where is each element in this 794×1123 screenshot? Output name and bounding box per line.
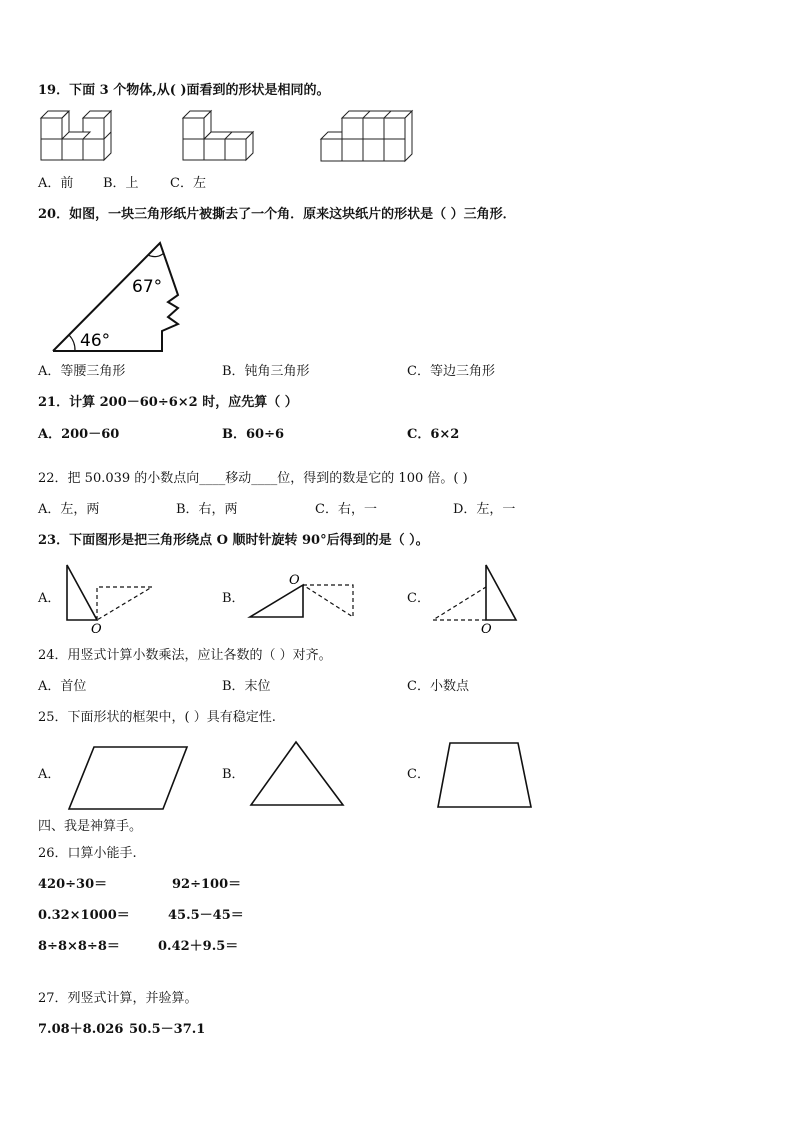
angle-67-label: 67° — [132, 277, 163, 297]
q20-option-a[interactable]: A．等腰三角形 — [38, 364, 126, 379]
q24-option-c[interactable]: C．小数点 — [407, 679, 469, 694]
q23-option-c[interactable]: C． — [407, 591, 430, 606]
q26-item-5: 8÷8×8÷8＝ — [38, 939, 120, 954]
q23-figure-a — [60, 562, 160, 637]
q23-a-point-o: O — [91, 622, 102, 637]
q22-option-c[interactable]: C．右，一 — [315, 502, 377, 517]
q22-option-a[interactable]: A．左，两 — [38, 502, 100, 517]
q23-option-a[interactable]: A． — [38, 591, 61, 606]
q27-stem: 27．列竖式计算，并验算。 — [38, 991, 198, 1006]
q20-stem: 20．如图，一块三角形纸片被撕去了一个角．原来这块纸片的形状是（ ）三角形． — [38, 207, 516, 222]
q19-option-c[interactable]: C．左 — [170, 176, 206, 191]
q24-option-b[interactable]: B．末位 — [222, 679, 271, 694]
q25-option-c[interactable]: C． — [407, 767, 430, 782]
q22-option-b[interactable]: B．右，两 — [176, 502, 238, 517]
q23-stem: 23．下面图形是把三角形绕点 O 顺时针旋转 90°后得到的是（ ）。 — [38, 533, 429, 548]
q23-c-point-o: O — [481, 622, 492, 637]
triangle-frame — [248, 739, 348, 809]
q26-stem: 26．口算小能手. — [38, 846, 137, 861]
q22-stem: 22．把 50.039 的小数点向____移动____位，得到的数是它的 100 倍。( ) — [38, 471, 468, 486]
q26-item-3: 0.32×1000＝ — [38, 908, 130, 923]
q27-item-1: 7.08＋8.026 — [38, 1022, 124, 1037]
q21-option-c[interactable]: C．6×2 — [407, 427, 460, 442]
q26-item-1: 420÷30＝ — [38, 877, 108, 892]
angle-46-label: 46° — [80, 331, 111, 351]
q26-item-4: 45.5－45＝ — [168, 908, 244, 923]
q27-item-2: 50.5－37.1 — [129, 1022, 206, 1037]
q21-option-a[interactable]: A．200－60 — [38, 427, 120, 442]
q25-option-b[interactable]: B． — [222, 767, 245, 782]
q25-stem: 25．下面形状的框架中，( ）具有稳定性. — [38, 710, 276, 725]
q25-option-a[interactable]: A． — [38, 767, 61, 782]
section-4-heading: 四、我是神算手。 — [38, 819, 143, 834]
cube-figure-2 — [180, 108, 260, 163]
parallelogram-frame — [66, 744, 191, 812]
q23-figure-c — [430, 562, 525, 637]
q19-option-a[interactable]: A．前 — [38, 176, 74, 191]
q24-stem: 24．用竖式计算小数乘法，应让各数的（ ）对齐。 — [38, 648, 332, 663]
q22-option-d[interactable]: D．左，一 — [453, 502, 516, 517]
q21-stem: 21．计算 200－60÷6×2 时，应先算（ ） — [38, 395, 298, 410]
q24-option-a[interactable]: A．首位 — [38, 679, 87, 694]
q26-item-2: 92÷100＝ — [172, 877, 242, 892]
q21-option-b[interactable]: B．60÷6 — [222, 427, 285, 442]
cube-figure-1 — [38, 108, 118, 163]
q23-figure-b — [245, 572, 360, 622]
q23-b-point-o: O — [289, 573, 300, 588]
q19-option-b[interactable]: B．上 — [103, 176, 139, 191]
torn-triangle-figure — [50, 240, 190, 355]
q20-option-b[interactable]: B．钝角三角形 — [222, 364, 310, 379]
q26-item-6: 0.42＋9.5＝ — [158, 939, 239, 954]
q19-stem: 19．下面 3 个物体,从( )面看到的形状是相同的。 — [38, 83, 330, 98]
cube-figure-3 — [320, 108, 420, 163]
q20-option-c[interactable]: C．等边三角形 — [407, 364, 495, 379]
q23-option-b[interactable]: B． — [222, 591, 245, 606]
trapezoid-frame — [435, 740, 535, 810]
